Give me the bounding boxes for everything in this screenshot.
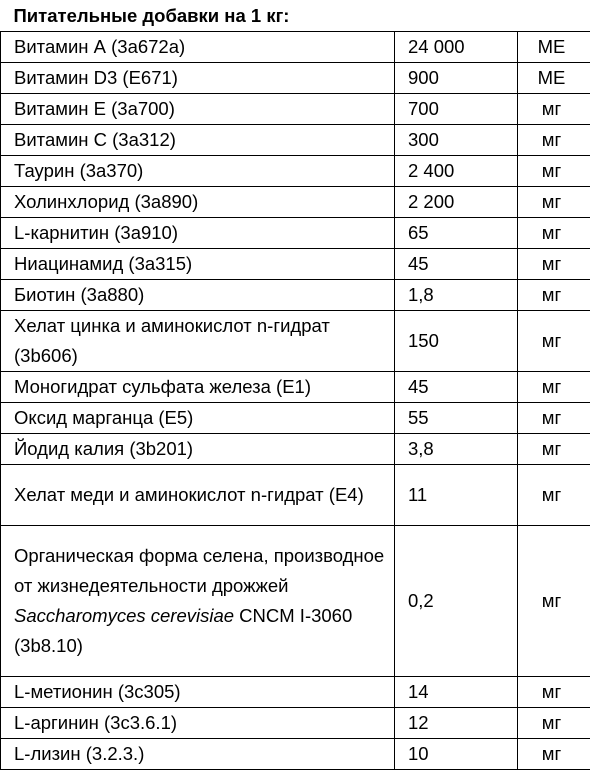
additive-value: 300 (395, 125, 518, 156)
additive-unit: мг (518, 403, 590, 434)
additive-name: Витамин D3 (E671) (1, 63, 395, 94)
table-title-row (1, 0, 590, 32)
additive-unit: мг (518, 156, 590, 187)
additive-name: L-аргинин (3c3.6.1) (1, 707, 395, 738)
additive-value: 24 000 (395, 32, 518, 63)
table-row (1, 63, 590, 94)
additive-name: Ниацинамид (3а315) (1, 249, 395, 280)
additive-value: 3,8 (395, 434, 518, 465)
additive-unit: мг (518, 372, 590, 403)
additive-unit: мг (518, 125, 590, 156)
additive-value: 45 (395, 249, 518, 280)
additive-unit: мг (518, 249, 590, 280)
additive-value: 2 400 (395, 156, 518, 187)
table-row (1, 372, 590, 403)
additive-unit: мг (518, 187, 590, 218)
additive-name: Хелат меди и аминокислот n-гидрат (E4) (1, 465, 395, 526)
additive-name-prefix: Органическая форма селена, производное от жизнедеятельности дрожжей (14, 545, 384, 596)
additive-name: Хелат цинка и аминокислот n-гидрат (3b606) (1, 311, 395, 372)
additive-unit: мг (518, 311, 590, 372)
table-row (1, 403, 590, 434)
additive-unit: мг (518, 707, 590, 738)
table-row (1, 676, 590, 707)
table-row (1, 32, 590, 63)
additive-unit: мг (518, 465, 590, 526)
additive-value: 55 (395, 403, 518, 434)
additive-name: Витамин А (3а672а) (1, 32, 395, 63)
additive-value: 12 (395, 707, 518, 738)
additive-unit: мг (518, 218, 590, 249)
table-row (1, 125, 590, 156)
additive-name (1, 525, 395, 676)
table-row (1, 156, 590, 187)
additive-value: 45 (395, 372, 518, 403)
additive-value: 150 (395, 311, 518, 372)
table-title: Питательные добавки на 1 кг: (1, 0, 590, 32)
table-row (1, 434, 590, 465)
additive-name: Йодид калия (3b201) (1, 434, 395, 465)
table-row (1, 707, 590, 738)
additive-value: 1,8 (395, 280, 518, 311)
additive-unit: мг (518, 280, 590, 311)
additive-name: Витамин E (3а700) (1, 94, 395, 125)
additive-name: Моногидрат сульфата железа (E1) (1, 372, 395, 403)
additive-name-italic: Saccharomyces cerevisiae (14, 605, 234, 626)
table-row (1, 280, 590, 311)
additive-value: 10 (395, 738, 518, 769)
additive-name: Таурин (3а370) (1, 156, 395, 187)
additive-unit: мг (518, 94, 590, 125)
table-row (1, 218, 590, 249)
additive-name: L-метионин (3c305) (1, 676, 395, 707)
additive-name: L-лизин (3.2.3.) (1, 738, 395, 769)
table-row (1, 465, 590, 526)
table-row (1, 525, 590, 676)
additive-name: L-карнитин (3а910) (1, 218, 395, 249)
table-row (1, 94, 590, 125)
table-row (1, 249, 590, 280)
additive-value: 65 (395, 218, 518, 249)
additive-name: Витамин C (3а312) (1, 125, 395, 156)
additive-value: 700 (395, 94, 518, 125)
additive-unit: МЕ (518, 63, 590, 94)
additive-value: 0,2 (395, 525, 518, 676)
table-row (1, 311, 590, 372)
additive-value: 2 200 (395, 187, 518, 218)
additive-value: 11 (395, 465, 518, 526)
additive-name-suffix: CNCM I-3060 (3b8.10) (14, 605, 352, 656)
additive-unit: МЕ (518, 32, 590, 63)
additive-value: 900 (395, 63, 518, 94)
additive-name: Биотин (3а880) (1, 280, 395, 311)
additive-value: 14 (395, 676, 518, 707)
additive-name: Холинхлорид (3а890) (1, 187, 395, 218)
additive-unit: мг (518, 434, 590, 465)
additive-name: Оксид марганца (E5) (1, 403, 395, 434)
table-row (1, 187, 590, 218)
additive-unit: мг (518, 676, 590, 707)
additive-unit: мг (518, 525, 590, 676)
table-row (1, 738, 590, 769)
additive-unit: мг (518, 738, 590, 769)
